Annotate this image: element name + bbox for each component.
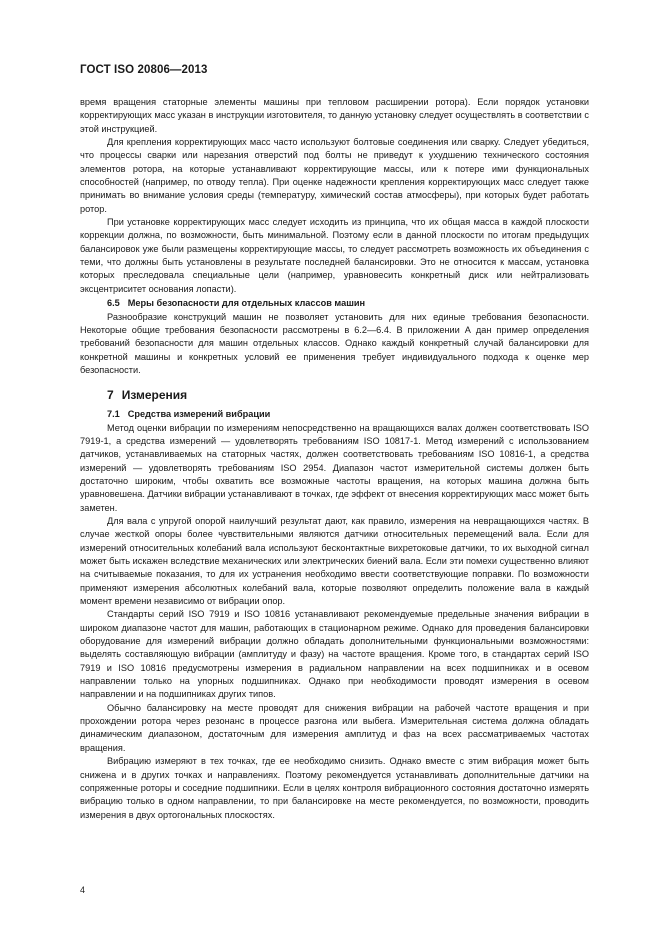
- section-heading-7: [80, 387, 589, 403]
- section-heading-7-1: [80, 408, 589, 421]
- section-heading-6-5: [80, 297, 589, 310]
- paragraph: Стандарты серий ISO 7919 и ISO 10816 устанавливают рекомендуемые предельные значения вибрации в широком диапазоне частот для машин, работающих в стационарном режиме. Однако для проведения балансировки оборудование для измерений вибрации должно обладать дополнительными функциональными возможностями: выделять составляющую вибрации (амплитуду и фазу) на частоте вращения. Кроме того, в стандартах серий ISO 7919 и ISO 10816 предусмотрены измерения в радиальном направлении на всех подшипниках и в осевом направлении только на упорных подшипниках. Однако при необходимости проводят измерения в осевом направлении и на подшипниках других типов.: [80, 609, 589, 700]
- paragraph: Для вала с упругой опорой наилучший результат дают, как правило, измерения на невращающихся частях. В случае жесткой опоры более чувствительными являются датчики относительных перемещений вала. Если для измерений относительных колебаний вала используют бесконтактные вихретоковые датчики, то их выходной сигнал может быть искажен вследствие механических или электрических биений вала. Если эти помехи существенно влияют на считываемые показания, то для их устранения необходимо ввести соответствующие поправки. По возможности применяют измерения абсолютных колебаний вала, которые позволяют определить положение вала в каждый момент времени независимо от вибрации опор.: [80, 515, 589, 607]
- section-number: 7.1: [107, 409, 120, 420]
- section-title: Измерения: [121, 388, 188, 403]
- paragraph: Разнообразие конструкций машин не позволяет установить для них единые требования безопасности. Некоторые общие требования безопасности рассмотрены в 6.2—6.4. В приложении А дан пример определения требований безопасности для машин отдельных классов. Однако каждый конкретный случай балансировки для конкретной машины и конкретных условий ее применения требует индивидуального подхода к оценке мер безопасности.: [80, 311, 589, 375]
- document-body: [80, 96, 589, 822]
- paragraph: Вибрацию измеряют в тех точках, где ее необходимо снизить. Однако вместе с этим вибрация может быть снижена и в других точках и направлениях. Поэтому рекомендуется устанавливать дополнительные датчики на сопряженные роторы и соседние подшипники. Если в целях контроля вибрационного состояния достаточно измерять вибрацию только в одном направлении, то при балансировке на месте рекомендуется, по возможности, проводить измерения в двух ортогональных плоскостях.: [80, 756, 589, 820]
- paragraph: время вращения статорные элементы машины при тепловом расширении ротора). Если порядок установки корректирующих масс указан в инструкции изготовителя, то данную установку следует осуществлять в соответствии с этой инструкцией.: [80, 97, 589, 134]
- paragraph: Для крепления корректирующих масс часто используют болтовые соединения или сварку. Следует убедиться, что процессы сварки или нарезания отверстий под болты не приведут к ухудшению технического состояния элементов ротора, на которые устанавливают корректирующие массы, или к потере ими функциональных способностей (например, по отводу тепла). При оценке надежности крепления корректирующих масс следует также принимать во внимание условия среды (температуру, химический состав атмосферы), при которых будет работать ротор.: [80, 137, 589, 214]
- paragraph: При установке корректирующих масс следует исходить из принципа, что их общая масса в каждой плоскости коррекции должна, по возможности, быть минимальной. Поэтому если в данной плоскости по итогам предыдущих балансировок уже были размещены корректирующие массы, то следует рассмотреть возможность их объединения с теми, что должны быть установлены в результате последней балансировки. Это не относится к массам, установка которых преследовала специальные цели (например, уравновесить конкретный диск или нейтрализовать эксцентриситет основания лопасти).: [80, 217, 589, 294]
- document-header: ГОСТ ISO 20806—2013: [80, 64, 208, 76]
- section-number: 7: [107, 388, 114, 403]
- section-number: 6.5: [107, 298, 120, 309]
- paragraph: Обычно балансировку на месте проводят для снижения вибрации на рабочей частоте вращения и при прохождении ротора через резонанс в процессе разгона или выбега. Измерительная система должна обладать динамическим диапазоном, достаточным для измерения амплитуд и фаз на всех рассматриваемых частотах вращения.: [80, 702, 589, 753]
- section-title: Средства измерений вибрации: [127, 409, 271, 420]
- section-title: Меры безопасности для отдельных классов машин: [127, 298, 366, 309]
- paragraph: Метод оценки вибрации по измерениям непосредственно на вращающихся валах должен соответствовать ISO 7919-1, а средства измерений — удовлетворять требованиям ISO 10817-1. Метод измерений с использованием датчиков, устанавливаемых на статорных частях, должен соответствовать требованиям ISO 10816-1, а средства измерений — удовлетворять требованиям ISO 2954. Диапазон частот измерительной системы должен быть достаточно широким, чтобы охватить все возможные частоты вращения, на которых машина должна быть уравновешена. Датчики вибрации устанавливают в точках, где эффект от внесения корректирующих масс может быть заметен.: [80, 422, 589, 513]
- page-number: 4: [80, 885, 86, 895]
